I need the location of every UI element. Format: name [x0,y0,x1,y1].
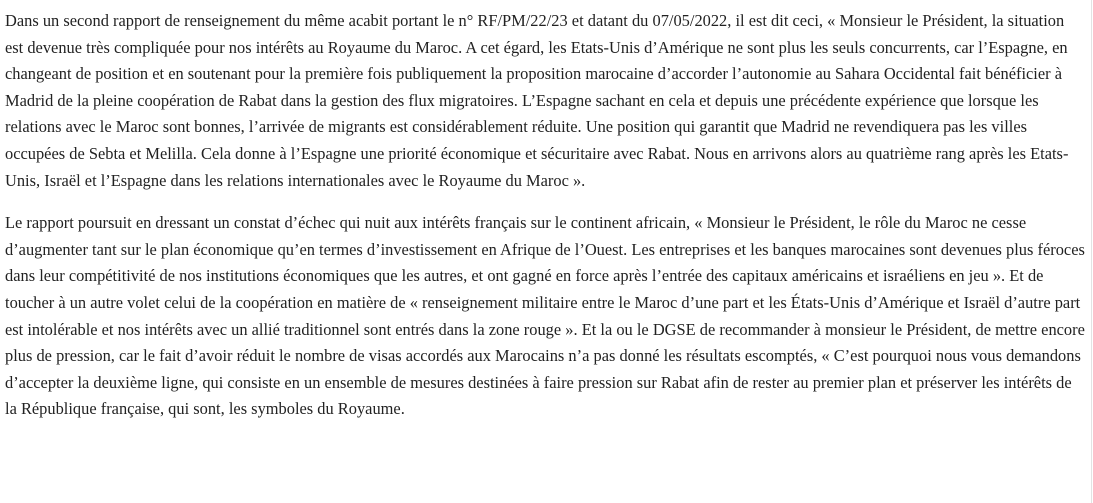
paragraph-constat-echec: Le rapport poursuit en dressant un constat d’échec qui nuit aux intérêts français sur le continent africain, « Monsieur le Président, le rôle du Maroc ne cesse d’augmenter tant sur le plan économique qu’en termes d’investissement en Afrique de l’Ouest. Les entreprises et les banques marocaines sont devenues plus féroces dans leur compétitivité de nos institutions économiques que les autres, et ont gagné en force après l’entrée des capitaux américains et israéliens en jeu ». Et de toucher à un autre volet celui de la coopération en matière de « renseignement militaire entre le Maroc d’une part et les États-Unis d’Amérique et Israël d’autre part est intolérable et nos intérêts avec un allié traditionnel sont entrés dans la zone rouge ». Et la ou le DGSE de recommander à monsieur le Président, de mettre encore plus de pression, car le fait d’avoir réduit le nombre de visas accordés aux Marocains n’a pas donné les résultats escomptés, « C’est pourquoi nous vous demandons d’accepter la deuxième ligne, qui consiste en un ensemble de mesures destinées à faire pression sur Rabat afin de rester au premier plan et préserver les intérêts de la République française, qui sont, les symboles du Royaume. [5,213,1085,419]
paragraph-rapport-renseignement: Dans un second rapport de renseignement du même acabit portant le n° RF/PM/22/23 et datant du 07/05/2022, il est dit ceci, « Monsieur le Président, la situation est devenue très compliquée pour nos intérêts au Royaume du Maroc. A cet égard, les Etats-Unis d’Amérique ne sont plus les seuls concurrents, car l’Espagne, en changeant de position et en soutenant pour la première fois publiquement la proposition marocaine d’accorder l’autonomie au Sahara Occidental fait bénéficier à Madrid de la pleine coopération de Rabat dans la gestion des flux migratoires. L’Espagne sachant en cela et depuis une précédente expérience que lorsque les relations avec le Maroc sont bonnes, l’arrivée de migrants est considérablement réduite. Une position qui garantit que Madrid ne revendiquera pas les villes occupées de Sebta et Melilla. Cela donne à l’Espagne une priorité économique et sécuritaire avec Rabat. Nous en arrivons alors au quatrième rang après les Etats-Unis, Israël et l’Espagne dans les relations internationales avec le Royaume du Maroc ». [5,11,1069,190]
page-edge-divider [1091,0,1092,503]
article-body [5,8,1085,423]
